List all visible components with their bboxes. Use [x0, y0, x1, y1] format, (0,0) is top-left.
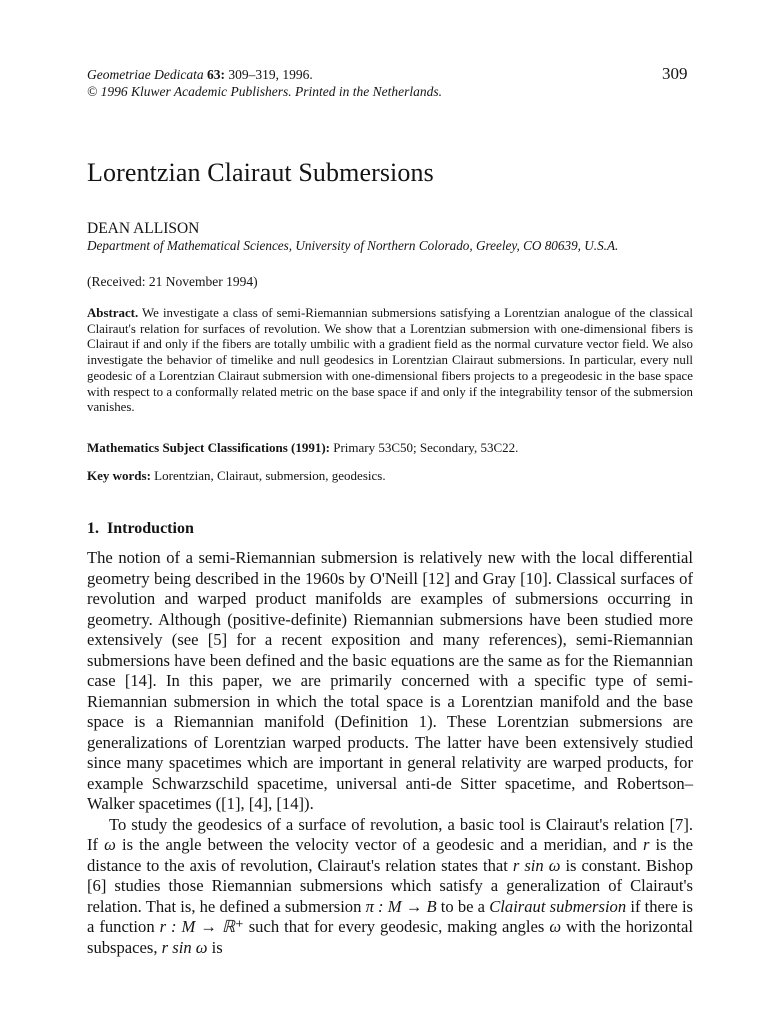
keywords-label: Key words: [87, 468, 151, 483]
math-r-sin-omega-2: r sin ω [161, 937, 208, 957]
paper-title: Lorentzian Clairaut Submersions [87, 158, 434, 187]
section-title: Introduction [107, 520, 194, 537]
paragraph-1: The notion of a semi-Riemannian submersion is relatively new with the local differential geometry being described in the 1960s by O'Neill [12] and Gray [10]. Classical surfaces of revolution and warped product manifolds are examples of submersions occurring in geometry. Although (positive-definite) Riemannian submersions have been studied more extensively (see [5] for a recent exposition and many references), semi-Riemannian submersions have been defined and the basic equations are the same as for the Riemannian case [14]. In this paper, we are primarily concerned with a specific type of semi-Riemannian submersion in which the total space is a Lorentzian manifold and the base space is a Riemannian manifold (Definition 1). These Lorentzian submersions are generalizations of Lorentzian warped products. The latter have been extensively studied since many spacetimes which are important in general relativity are warped products, for example Schwarzschild spacetime, universal anti-de Sitter spacetime, and Robertson–Walker spacetimes ([1], [4], [14]). [87, 548, 693, 813]
author-name: DEAN ALLISON [87, 220, 200, 237]
math-function-r: r : M → ℝ⁺ [159, 917, 244, 936]
msc-classification [87, 440, 518, 456]
msc-label: Mathematics Subject Classifications (1991): [87, 440, 330, 455]
abstract [87, 306, 693, 416]
body-text [87, 548, 693, 958]
term-clairaut-submersion: Clairaut submersion [489, 896, 627, 916]
journal-pages: 309–319, 1996. [228, 67, 313, 82]
author-affiliation: Department of Mathematical Sciences, University of Northern Colorado, Greeley, CO 80639, U.S.A. [87, 238, 619, 253]
copyright-line: © 1996 Kluwer Academic Publishers. Printed in the Netherlands. [87, 84, 442, 99]
abstract-label: Abstract. [87, 306, 139, 320]
abstract-text: We investigate a class of semi-Riemannian submersions satisfying a Lorentzian analogue of the classical Clairaut's relation for surfaces of revolution. We show that a Lorentzian submersion with one-dimensional fibers is Clairaut if and only if the fibers are totally umbilic with a gradient field as the normal curvature vector field. We also investigate the behavior of timelike and null geodesics in Lorentzian Clairaut submersions. In particular, every null geodesic of a Lorentzian Clairaut submersion with one-dimensional fibers projects to a pregeodesic in the base space with respect to a conformally related metric on the base space if and only if the integrability tensor of the submersion vanishes. [87, 306, 693, 415]
keywords [87, 468, 386, 484]
journal-header [87, 66, 442, 100]
received-date: (Received: 21 November 1994) [87, 274, 258, 289]
math-submersion-map: π : M → B [365, 896, 437, 916]
section-heading [87, 520, 194, 538]
journal-volume: 63: [206, 67, 225, 82]
math-r: r [642, 835, 650, 854]
journal-name: Geometriae Dedicata [87, 67, 204, 82]
math-omega: ω [104, 835, 116, 854]
msc-text: Primary 53C50; Secondary, 53C22. [333, 440, 519, 455]
section-number: 1. [87, 520, 99, 537]
page-number: 309 [662, 64, 688, 83]
math-omega-2: ω [549, 917, 562, 936]
keywords-text: Lorentzian, Clairaut, submersion, geodesics. [154, 468, 386, 483]
math-r-sin-omega: r sin ω [512, 855, 561, 875]
citation-line [87, 66, 442, 83]
paragraph-2: To study the geodesics of a surface of revolution, a basic tool is Clairaut's relation [7]. If ω is the angle between the velocity vector of a geodesic and a meridian, and r is the distance to the axis of revolution, Clairaut's relation states that r sin ω is constant. Bishop [6] studies those Riemannian submersions which satisfy a generalization of Clairaut's relation. That is, he defined a submersion π : M → B to be a Clairaut submersion if there is a function r : M → ℝ⁺ such that for every geodesic, making angles ω with the horizontal subspaces, r sin ω is [87, 814, 694, 957]
